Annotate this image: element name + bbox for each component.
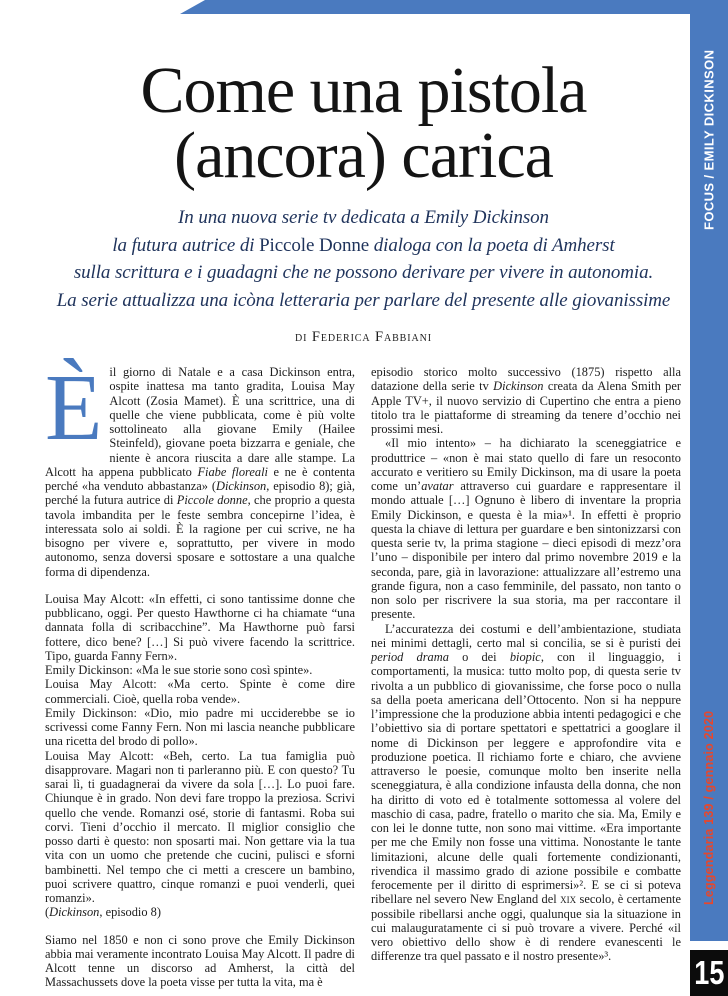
text-run: Dickinson (493, 379, 544, 394)
text-run: Piccole donne (176, 493, 248, 508)
standfirst-line (45, 287, 682, 315)
column-right (371, 365, 681, 990)
text-run: la futura autrice di (112, 234, 260, 256)
standfirst-line (45, 232, 682, 260)
title-line-2: (ancora) carica (174, 119, 553, 192)
standfirst (45, 204, 682, 314)
body-paragraph (45, 592, 355, 663)
standfirst-line (45, 204, 682, 232)
text-run: creata da Alena Smith per Apple TV+, il nuovo servizio di Cupertino che entra a pieno titolo tra le piattaforme di streaming da tenere d’occhio nei prossimi mesi. (371, 379, 681, 436)
title-line-1: Come una pistola (140, 54, 587, 127)
article-title (45, 48, 682, 192)
page-number: 15 (693, 954, 725, 991)
text-run: La serie attualizza una icòna letteraria per parlare del presente alle giovanissime (56, 289, 671, 311)
text-run: ( (45, 905, 50, 920)
text-run: avatar (421, 479, 454, 493)
text-run: dialoga con la poeta di Amherst (369, 234, 615, 256)
text-run: Louisa May Alcott: «In effetti, ci sono tantissime donne che pubblicano, oggi. Per questo Hawthorne ci ha chiamate “una dannata folla di scribacchine”. Ma Hawthorne può farsi fottere, dico bene? […] Si può vivere facendo la scrittrice. Tipo, guarda Fanny Fern». (45, 591, 355, 663)
text-run: Louisa May Alcott: «Beh, certo. La tua famiglia può disapprovare. Magari non ti parleranno più. E con questo? Tu sarai lì, ti guadagnerai da vivere da sola […]. Lo puoi fare. Chiunque è in grado. Non devi fare troppo la preziosa. Scrivi quello che vende. Romanzi osé, storie di fantasmi. Roba sui corvi. Tieni d’occhio il mercato. Il miglior consiglio che posso darti è questo: non sposarti mai. Non gettare via la tua vita con un uomo che pretende che cucini, pulisci e sforni bambinetti. Nel tempo che ci metti a crescere un bambino, puoi scrivere quattro, cinque romanzi e puoi venderli, quei romanzi». (45, 748, 355, 905)
text-run: , episodio 8); già, perché la futura autrice di (45, 479, 355, 508)
sidebar-accent-bar (690, 0, 728, 941)
drop-cap: È (45, 356, 103, 460)
text-run: «Il mio intento» – ha dichiarato la sceneggiatrice e produttrice – «non è mai stato quello di fare un resoconto accurato e veritiero su Emily Dickinson, ma di usare la poeta come un’ (371, 436, 681, 493)
article-columns (45, 356, 682, 990)
text-run: Dickinson (49, 905, 100, 920)
text-run: xix (560, 892, 577, 907)
text-run: attraverso cui guardare e rappresentare il mondo attuale […] Ognuno è libero di inventare la propria Emily Dickinson, e questa è la mia»¹. In effetti è proprio questa la chiave di lettura per guardare e ben sintonizzarsi con questa serie tv, la prima stagione – dieci episodi di mezz’ora l’uno – disponibile per intero dal primo novembre 2019 e la seconda, pare, già in lavorazione: attualizzare all’estremo una grande figura, non a caso femminile, del passato, non tanto o non solo per riscrivere la sua storia, ma per raccontare il presente. (371, 479, 681, 622)
top-accent-strip (180, 0, 728, 14)
text-run: Dickinson (216, 479, 267, 493)
body-paragraph (371, 622, 681, 964)
text-run: il giorno di Natale e a casa Dickinson entra, ospite inattesa ma tanto gradita, Louisa May Alcott (Zosia Mamet). È una scrittrice, una di quelle che viene pubblicata, come è più volte sottolineato alla giovane Emily (Hailee Steinfeld), giovane poeta bizzarra e geniale, che niente è ancora riuscita a dare alle stampe. La Alcott ha appena pubblicato (45, 365, 355, 479)
body-paragraph (45, 356, 356, 579)
body-paragraph (45, 905, 355, 919)
text-run: biopic (509, 650, 541, 664)
text-run: secolo, è certamente possibile ribellarsi anche oggi, qualunque sia la situazione in cui malauguratamente ci si può trovare a vivere. Perché «il vero obiettivo dello show è di rendere evanescenti le differenze tra quel passato e il nostro presente»³. (371, 892, 681, 964)
text-run: Emily Dickinson: «Dio, mio padre mi ucciderebbe se io scrivessi come Fanny Fern. Non mi lascia neanche pubblicare una ricetta del brodo di pollo». (45, 705, 355, 749)
text-run: , che proprio a questa tavola imbandita per le feste sembra concepirne l’idea, è interessata solo ai soldi. È la ragione per cui scrive, ne ha bisogno per vivere e, soprattutto, per vivere in modo autonomo, senza doversi sposare e sottostare a una qualche forma di dipendenza. (45, 493, 355, 579)
body-paragraph (45, 933, 355, 990)
text-run: e ne è contenta perché «ha venduto abbastanza» ( (45, 464, 356, 493)
body-paragraph (45, 663, 355, 677)
body-paragraph (45, 677, 355, 706)
text-run: In una nuova serie tv dedicata a Emily Dickinson (178, 207, 549, 228)
text-run: period drama (371, 650, 449, 664)
standfirst-line (45, 259, 682, 287)
body-paragraph (45, 706, 355, 749)
body-paragraph (371, 436, 681, 621)
issue-label: Leggendaria 139 / gennaio 2020 (702, 710, 716, 906)
text-run: L’accuratezza dei costumi e dell’ambientazione, studiata nei minimi dettagli, certo mal si concilia, se si è puristi dei (371, 621, 681, 650)
body-paragraph (371, 365, 681, 436)
page-number-box (690, 950, 728, 996)
body-paragraph (45, 749, 355, 906)
text-run: Emily Dickinson: «Ma le sue storie sono così spinte». (45, 663, 313, 677)
byline: di Federica Fabbiani (295, 329, 432, 345)
text-run: Louisa May Alcott: «Ma certo. Spinte è come dire commerciali. Cioè, quella roba vende». (45, 677, 355, 706)
text-run: episodio storico molto successivo (1875) rispetto alla datazione della serie tv (371, 365, 681, 394)
text-run: , episodio 8) (99, 905, 161, 920)
column-left (45, 356, 356, 990)
text-run: , con il linguaggio, i comportamenti, la musica: tutto molto pop, di questa serie tv rivolta a un pubblico di giovanissime, che forse poco o nulla sa della poeta americana dell’Ottocento. Non si ha neppure l’impressione che la produzione abbia intenti pedagogici e che l’obiettivo sia di portare spettatori e spettatrici a googlare il nome di Dickinson per leggere e approfondire vita e produzione poetica. Il richiamo forte e chiaro, che avviene attraverso le poesie, comunque molto ben inserite nella sceneggiatura, è alla condizione infausta della donna, che non ha diritto di voto ed è totalmente sottomessa al volere del maschio di casa, padre, fratello o marito che sia. Ma, Emily e con lei le donne tutte, non sono mai vittime. «Era importante per me che Emily non fosse una vittima. Nonostante le tante limitazioni, alcune delle quali fortemente condizionanti, rivendica il massimo grado di azione possibile e combatte ferocemente per il diritto di esprimersi»². E se ci si poteva ribellare nel severo New England del (371, 650, 681, 907)
text-run: Piccole Donne (259, 234, 370, 256)
section-label: FOCUS / EMILY DICKINSON (701, 49, 717, 231)
text-run: Fiabe floreali (197, 464, 268, 479)
text-run: Siamo nel 1850 e non ci sono prove che Emily Dickinson abbia mai veramente incontrato Louisa May Alcott. Il padre di Alcott tenne un discorso ad Amherst, la città del Massachussets dove la poeta visse per tutta la vita, ma è (45, 932, 355, 990)
article-content (45, 48, 682, 990)
text-run: o dei (448, 650, 510, 664)
text-run: sulla scrittura e i guadagni che ne possono derivare per vivere in autonomia. (73, 262, 654, 283)
